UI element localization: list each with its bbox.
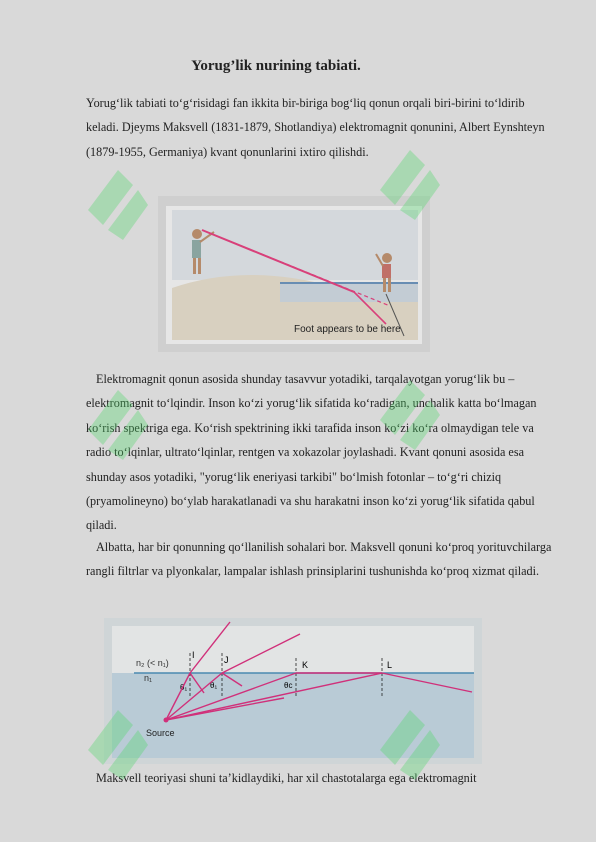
point-j: J: [224, 655, 229, 665]
point-l: L: [387, 660, 393, 670]
figure1-caption: Foot appears to be here: [294, 324, 401, 335]
figure-total-internal-reflection: [104, 618, 482, 764]
point-i: I: [192, 650, 195, 660]
source-label: Source: [146, 728, 175, 738]
medium-label-top: n₂ (< n₁): [136, 658, 169, 668]
paragraph-maxwell-theory: Maksvell teoriyasi shuni ta’kidlaydiki, har xil chastotalarga ega elektromagnit: [96, 771, 477, 785]
figure-refraction-beach: [158, 196, 430, 352]
paragraph-applications: Albatta, har bir qonunning qo‘llanilish sohalari bor. Maksvell qonuni ko‘proq yorituvchilarga rangli filtrlar va plyonkalar, lampalar ishlash prinsiplarini tushunishda ko‘proq xizmat qiladi.: [86, 540, 552, 579]
point-k: K: [302, 660, 309, 670]
angle-2: θ₁: [210, 681, 218, 690]
paragraph-electromagnetic: Elektromagnit qonun asosida shunday tasavvur yotadiki, tarqalayotgan yorug‘lik bu – elektromagnit to‘lqindir. Inson ko‘zi yorug‘lik sifatida ko‘radigan, unchalik katta bo‘lmagan ko‘rish spektriga ega. Ko‘rish spektrining ikki tarafida inson ko‘zi ko‘ra olmaydigan tele va radio to‘lqinlar, ultrato‘lqinlar, rentgen va xokazolar joylashadi. Kvant qonuni asosida esa shunday asos yotadiki, "yorug‘lik eneriyasi tarkibi" bo‘lmish fotonlar – to‘g‘ri chiziq (pryamolineyno) bo‘ylab harakatlanadi va shu harakatni inson ko‘zi yorug‘lik sifatida qabul qiladi.: [86, 372, 537, 533]
medium-label-bottom: n₁: [144, 673, 153, 683]
paragraph-intro: Yorug‘lik tabiati to‘g‘risidagi fan ikkita bir-biriga bog‘liq qonun orqali biri-birini to‘ldirib keladi. Djeyms Maksvell (1831-1879, Shotlandiya) elektromagnit qonunini, Albert Eynshteyn (1879-1955, Germaniya) kvant qonunlarini ixtiro qilishdi.: [86, 96, 545, 159]
angle-critical: θc: [284, 681, 293, 690]
document-title: Yorug’lik nurining tabiati.: [191, 58, 361, 74]
angle-1: θ₁: [180, 683, 188, 692]
